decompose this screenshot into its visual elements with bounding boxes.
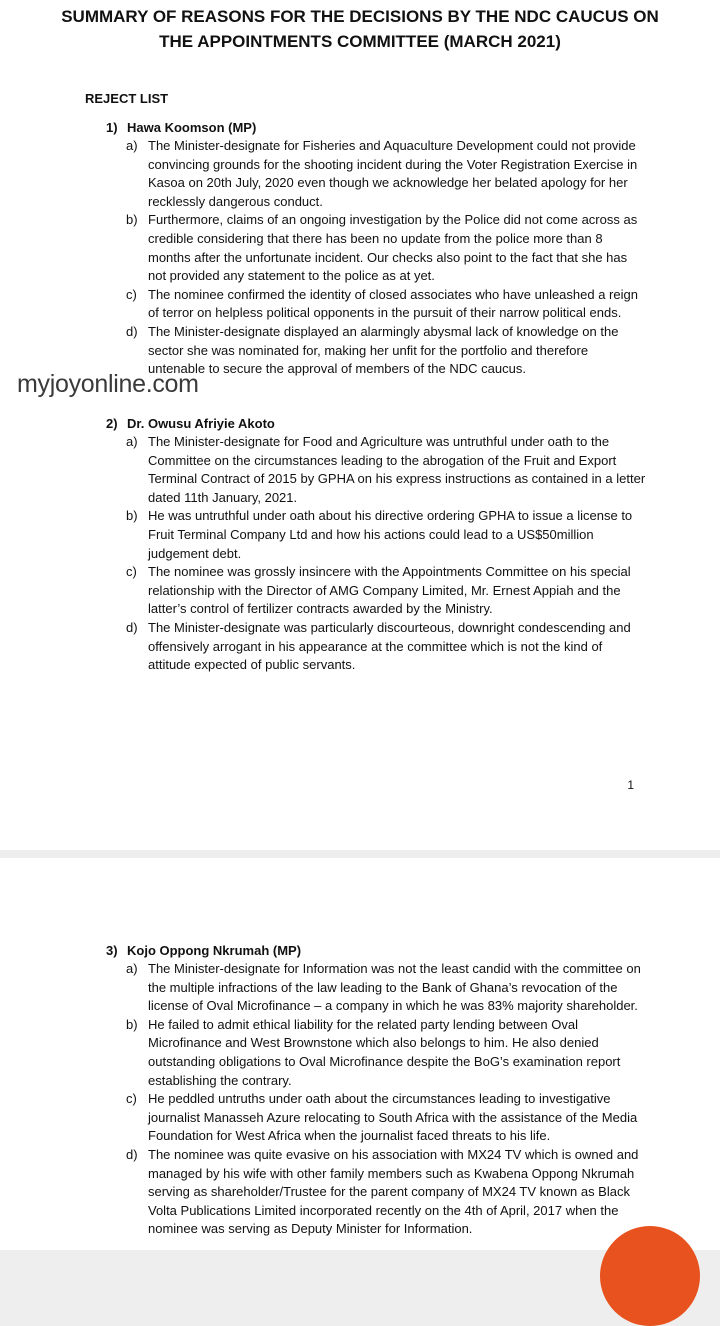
watermark-logo: myjoyonline.com	[17, 370, 199, 398]
nominee-number: 2)	[106, 416, 118, 431]
reason-letter: b)	[126, 508, 138, 524]
reason-item	[106, 563, 646, 619]
corner-badge-icon	[600, 1226, 700, 1326]
reason-item	[106, 1090, 646, 1146]
reason-item	[106, 211, 646, 285]
reason-item	[106, 286, 646, 323]
nominee-number: 1)	[106, 120, 118, 135]
reason-item	[106, 1016, 646, 1090]
reason-letter: d)	[126, 1146, 138, 1162]
reason-text: He failed to admit ethical liability for the related party lending between Oval Microfinance and West Brownstone which also belongs to him. He also denied outstanding obligations to Oval Microfinance despite the BoG’s examination report establishing the contrary.	[148, 1016, 621, 1088]
reason-item	[106, 137, 646, 211]
document-page-2	[0, 858, 720, 1250]
reason-letter: c)	[126, 564, 137, 580]
reason-item	[106, 960, 646, 1016]
section-heading-reject-list: REJECT LIST	[85, 91, 169, 106]
reason-item	[106, 1146, 646, 1239]
reason-text: The Minister-designate was particularly discourteous, downright condescending and offensively arrogant in his appearance at the committee which is not the kind of attitude expected of public servants.	[148, 619, 631, 673]
reason-letter: c)	[126, 286, 137, 302]
reason-text: The Minister-designate for Food and Agriculture was untruthful under oath to the Committee on the circumstances leading to the abrogation of the Fruit and Export Terminal Contract of 2015 by GPHA on his express instructions as contained in a letter dated 11th January, 2021.	[148, 434, 646, 505]
reason-text: Furthermore, claims of an ongoing investigation by the Police did not come across as credible considering that there has been no update from the police more than 8 months after the unfortunate incident. Our checks also point to the fact that she has not provided any statement to the police as at yet.	[148, 212, 638, 284]
nominee-number: 3)	[106, 943, 118, 958]
reason-text: He peddled untruths under oath about the circumstances leading to investigative journalist Manasseh Azure relocating to South Africa with the assistance of the Media Foundation for West Africa when the journalist faced threats to his life.	[148, 1091, 638, 1144]
reason-item	[106, 433, 646, 507]
nominee-item-3	[106, 941, 646, 1239]
nominee-heading	[106, 941, 646, 960]
reason-letter: d)	[126, 619, 138, 635]
reason-letter: a)	[126, 961, 138, 976]
reason-item	[106, 507, 646, 563]
reason-text: The Minister-designate for Information was not the least candid with the committee on the multiple infractions of the law leading to the Bank of Ghana’s revocation of the license of Oval Microfinance – a company in which he was 83% majority shareholder.	[148, 961, 641, 1014]
document-title-line-2: THE APPOINTMENTS COMMITTEE (MARCH 2021)	[159, 32, 561, 51]
reason-letter: d)	[126, 323, 138, 339]
nominee-item-2	[106, 414, 646, 675]
reason-letter: a)	[126, 138, 138, 153]
reason-text: The Minister-designate for Fisheries and Aquaculture Development could not provide convincing grounds for the shooting incident during the Voter Registration Exercise in Kasoa on 20th July, 2020 even though we acknowledge her belated apology for her recklessly dangerous conduct.	[148, 138, 638, 209]
nominee-item-1	[106, 118, 646, 379]
reason-text: He was untruthful under oath about his directive ordering GPHA to issue a license to Fruit Terminal Company Ltd and how his actions could lead to a US$50million judgement debt.	[148, 508, 633, 561]
reason-item	[106, 619, 646, 675]
reason-letter: a)	[126, 434, 138, 449]
reason-text: The nominee confirmed the identity of closed associates who have unleashed a reign of terror on helpless political opponents in the pursuit of their narrow political ends.	[148, 286, 638, 321]
reason-text: The Minister-designate displayed an alarmingly abysmal lack of knowledge on the sector she was nominated for, making her unfit for the portfolio and therefore untenable to secure the approval of members of the NDC caucus.	[148, 323, 619, 377]
nominee-name: Dr. Owusu Afriyie Akoto	[127, 416, 275, 431]
reason-text: The nominee was grossly insincere with the Appointments Committee on his special relationship with the Director of AMG Company Limited, Mr. Ernest Appiah and the latter’s control of fertilizer contracts awarded by the Ministry.	[148, 564, 631, 617]
reason-letter: b)	[126, 212, 138, 228]
document-title-line-1: SUMMARY OF REASONS FOR THE DECISIONS BY THE NDC CAUCUS ON	[61, 7, 659, 26]
nominee-heading	[106, 118, 646, 137]
reason-letter: b)	[126, 1016, 138, 1032]
nominee-name: Hawa Koomson (MP)	[127, 120, 257, 135]
reason-letter: c)	[126, 1091, 137, 1107]
page-number: 1	[627, 778, 634, 792]
nominee-name: Kojo Oppong Nkrumah (MP)	[127, 943, 302, 958]
nominee-heading	[106, 414, 646, 433]
reason-text: The nominee was quite evasive on his association with MX24 TV which is owned and managed by his wife with other family members such as Kwabena Oppong Nkrumah serving as shareholder/Trustee for the parent company of MX24 TV known as Black Volta Publications Limited incorporated recently on the 4th of April, 2017 when the nominee was serving as Deputy Minister for Information.	[148, 1146, 639, 1237]
